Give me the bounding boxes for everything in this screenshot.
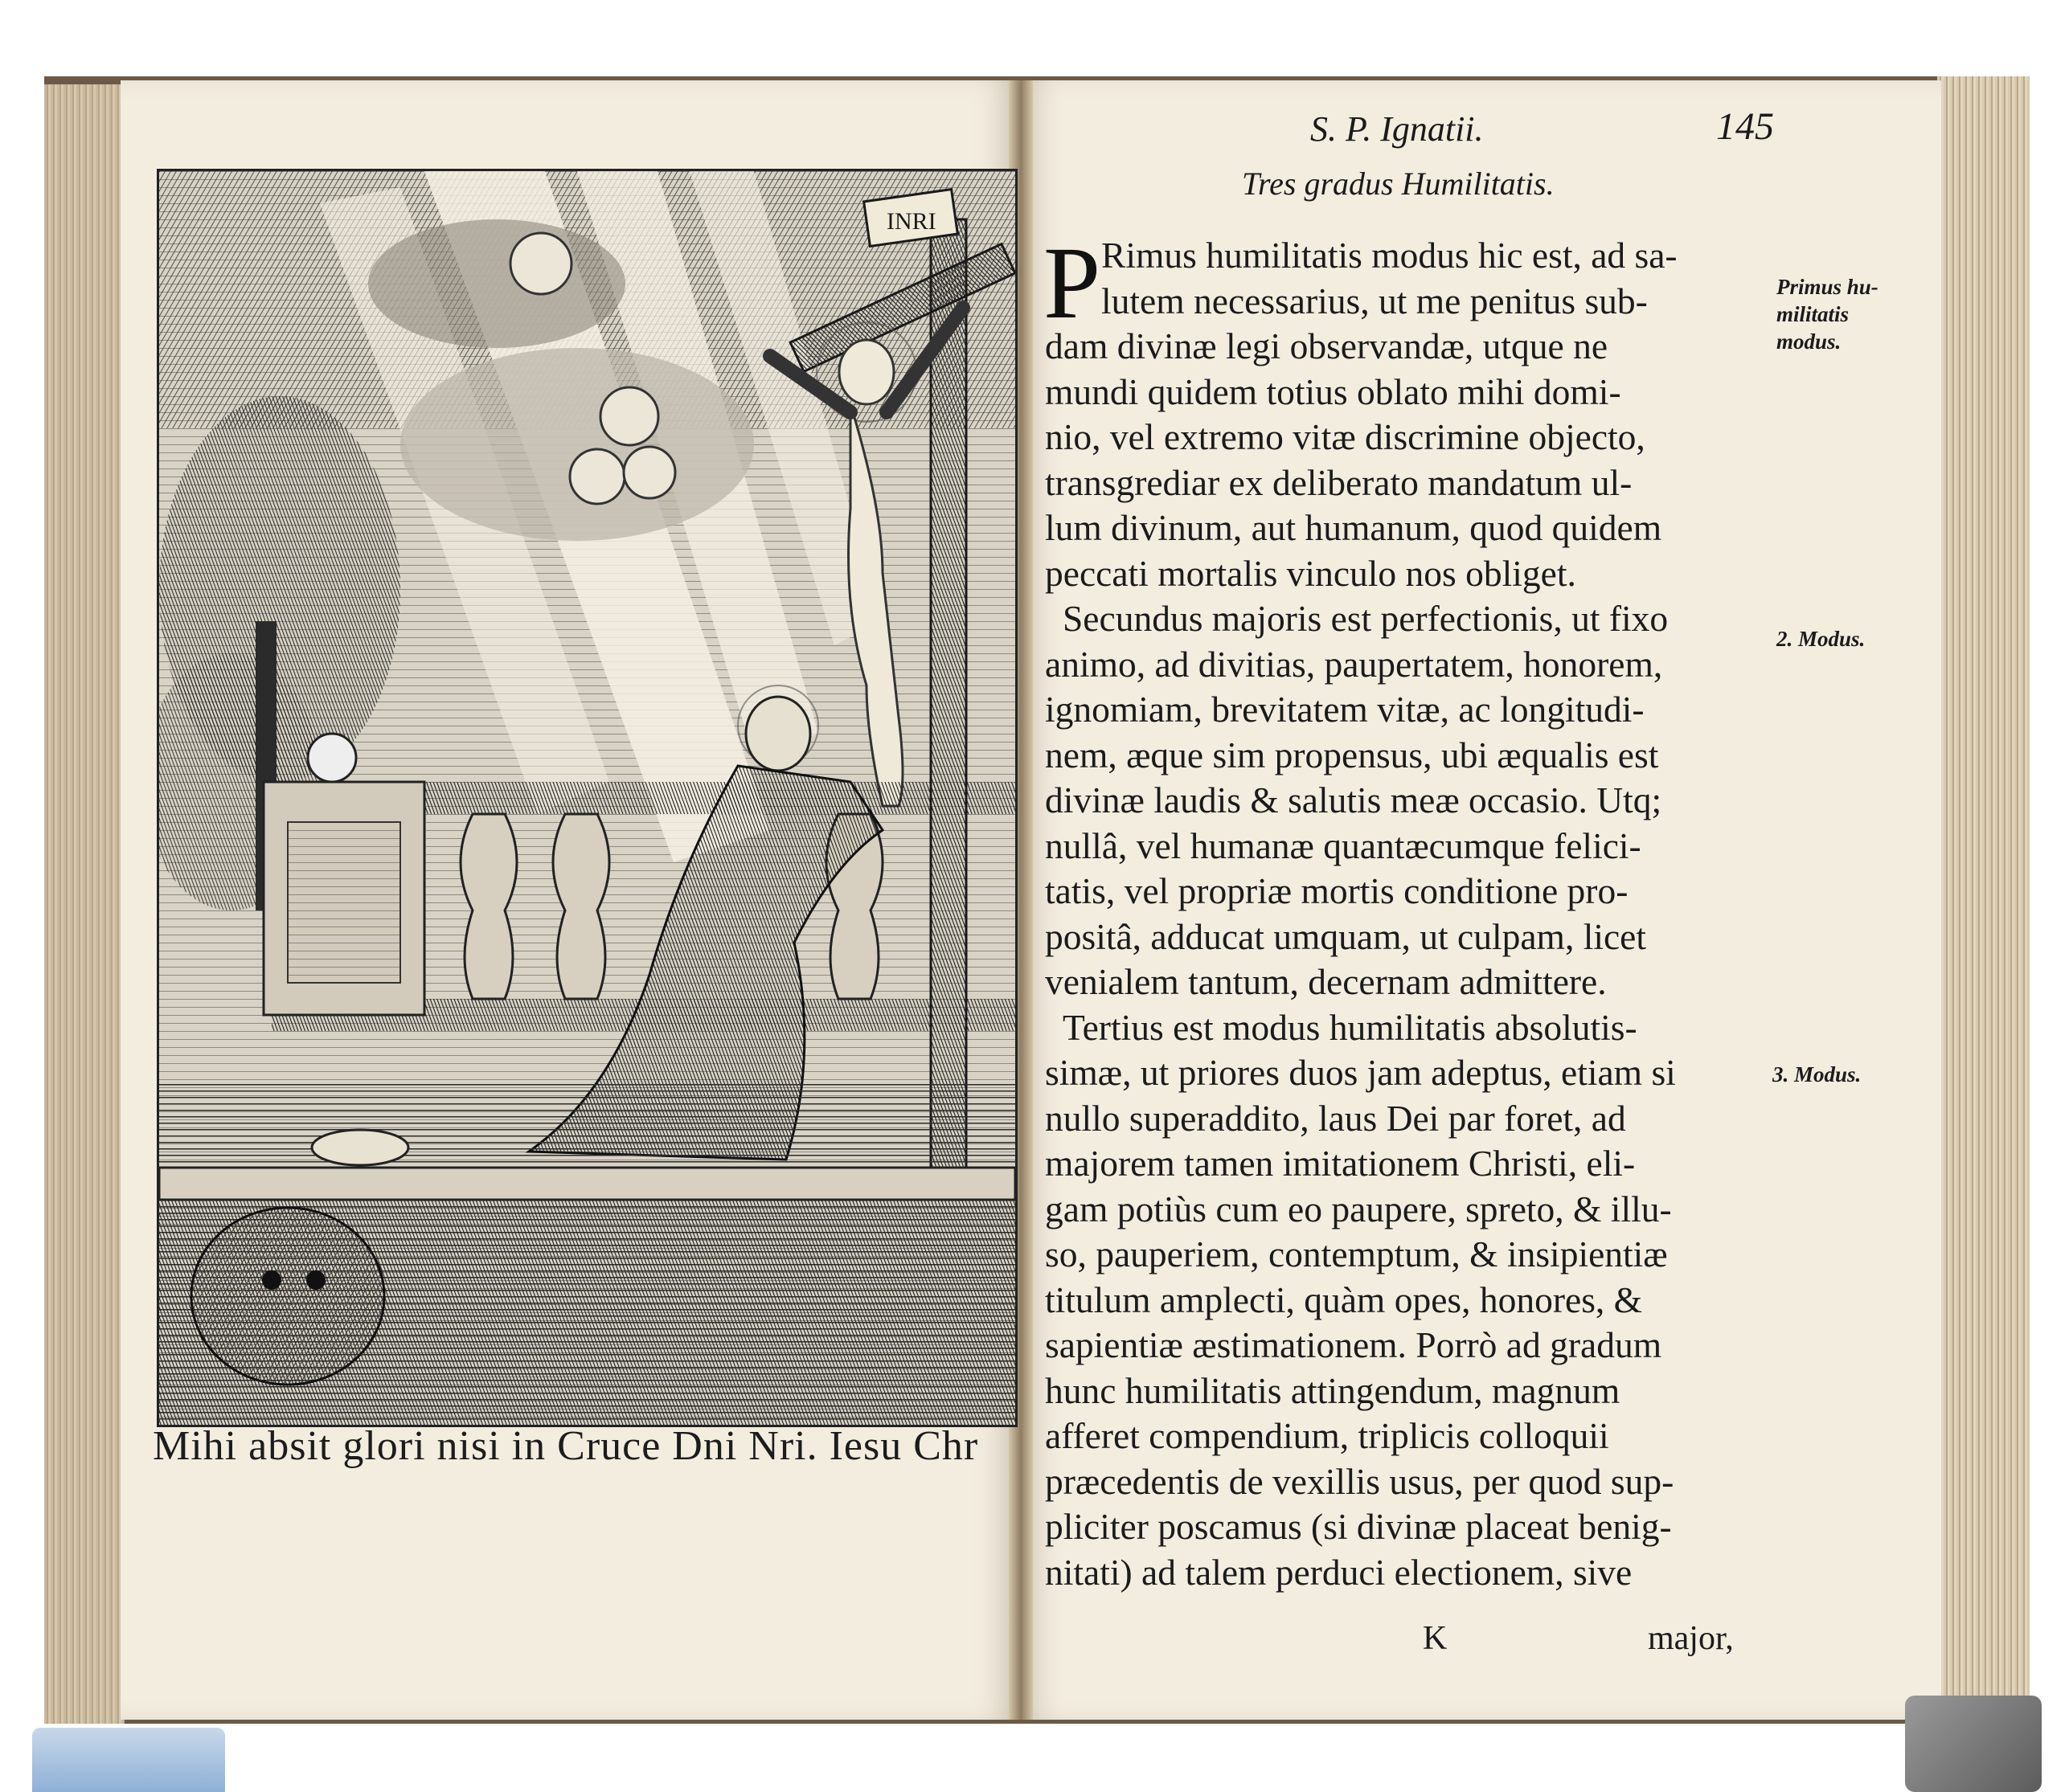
text-line: Rimus humilitatis modus hic est, ad sa- (1101, 235, 1678, 276)
text-line: titulum amplecti, quàm opes, honores, & (1045, 1279, 1643, 1320)
marginal-note-second-mode: 2. Modus. (1776, 627, 1866, 651)
page-edges-left (44, 84, 125, 1724)
text-line: nullâ, vel humanæ quantæcumque felici- (1045, 824, 1641, 866)
text-line: mundi quidem totius oblato mihi domi- (1045, 370, 1621, 412)
text-line: peccati mortalis vinculo nos obliget. (1045, 552, 1576, 594)
text-line: pliciter poscamus (si divinæ placeat benig- (1045, 1506, 1672, 1547)
marginal-line: Primus hu- (1776, 275, 1878, 299)
marginal-line: modus. (1776, 329, 1842, 354)
body-text (1043, 226, 1768, 1595)
catchword: major, (1648, 1620, 1734, 1657)
text-line: transgrediar ex deliberato mandatum ul- (1045, 461, 1633, 503)
engraving-illustration (157, 169, 1018, 1427)
text-line: nem, æque sim propensus, ubi æqualis est (1045, 734, 1659, 775)
text-line: animo, ad divitias, paupertatem, honorem, (1045, 643, 1663, 685)
text-line: so, pauperiem, contemptum, & insipientiæ (1045, 1234, 1668, 1274)
text-line: majorem tamen imitationem Christi, eli- (1045, 1143, 1636, 1184)
section-title: Tres gradus Humilitatis. (1242, 166, 1555, 202)
text-line: gam potiùs cum eo paupere, spreto, & illu- (1045, 1188, 1672, 1229)
text-line: nullo superaddito, laus Dei par foret, ad (1045, 1097, 1626, 1139)
text-line: positâ, adducat umquam, ut culpam, licet (1045, 915, 1647, 957)
text-line: divinæ laudis & salutis meæ occasio. Utq; (1045, 779, 1662, 820)
page-number: 145 (1716, 105, 1774, 148)
page-edges-right (1937, 76, 2030, 1724)
text-line: Secundus majoris est perfectionis, ut fixo (1063, 598, 1669, 639)
text-line: Tertius est modus humilitatis absolutis- (1063, 1006, 1637, 1048)
marginal-line: militatis (1776, 302, 1850, 326)
text-line: præcedentis de vexillis usus, per quod sup- (1045, 1460, 1674, 1502)
marginal-note-third-mode: 3. Modus. (1772, 1062, 1862, 1086)
text-line: hunc humilitatis attingendum, magnum (1045, 1369, 1620, 1411)
text-line: nitati) ad talem perduci electionem, sive (1045, 1551, 1633, 1593)
text-line: sapientiæ æstimationem. Porrò ad gradum (1045, 1324, 1662, 1365)
text-line: afferet compendium, triplicis colloquii (1045, 1415, 1609, 1456)
text-line: nio, vel extremo vitæ discrimine objecto, (1045, 416, 1645, 457)
text-line: simæ, ut priores duos jam adeptus, etiam si (1045, 1052, 1676, 1093)
text-line: lum divinum, aut humanum, quod quidem (1045, 507, 1662, 548)
book-clip-left (32, 1728, 225, 1792)
text-line: lutem necessarius, ut me penitus sub- (1101, 280, 1648, 321)
book-clip-right (1905, 1696, 2042, 1792)
drop-cap: P (1043, 226, 1101, 340)
signature-mark: K (1423, 1620, 1448, 1657)
running-head: S. P. Ignatii. (1310, 109, 1484, 149)
text-line: tatis, vel propriæ mortis conditione pro- (1045, 870, 1629, 911)
engraving-caption: Mihi absit glori nisi in Cruce Dni Nri. Iesu Chr (153, 1423, 979, 1469)
text-line: dam divinæ legi observandæ, utque ne (1045, 325, 1608, 366)
text-line: venialem tantum, decernam admittere. (1045, 961, 1607, 1002)
inri-sign: INRI (887, 208, 936, 235)
text-line: ignomiam, brevitatem vitæ, ac longitudi- (1045, 689, 1645, 730)
marginal-note-first-mode (1776, 273, 1878, 355)
